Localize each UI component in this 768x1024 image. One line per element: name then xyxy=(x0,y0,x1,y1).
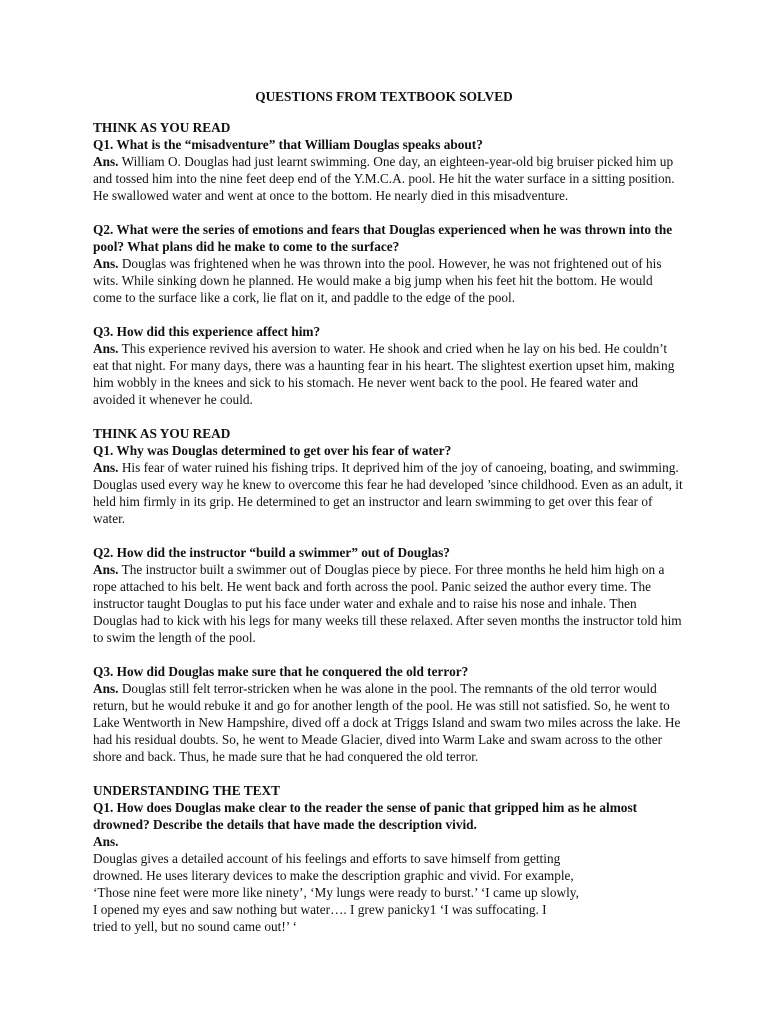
qa-item xyxy=(93,442,683,527)
question: Q3. How did this experience affect him? xyxy=(93,324,321,339)
answer-label: Ans. xyxy=(93,341,119,356)
answer-line: tried to yell, but no sound came out!’ ‘ xyxy=(93,919,297,934)
page-title: QUESTIONS FROM TEXTBOOK SOLVED xyxy=(255,89,513,104)
answer xyxy=(93,340,683,408)
answer xyxy=(93,153,683,204)
answer-label: Ans. xyxy=(93,154,119,169)
answer xyxy=(93,833,683,935)
section-think-as-you-read-2 xyxy=(93,425,683,765)
qa-item xyxy=(93,544,683,646)
answer-label: Ans. xyxy=(93,681,119,696)
qa-item xyxy=(93,799,683,935)
question: Q1. What is the “misadventure” that William Douglas speaks about? xyxy=(93,137,483,152)
question: Q3. How did Douglas make sure that he conquered the old terror? xyxy=(93,664,469,679)
answer-label: Ans. xyxy=(93,256,119,271)
answer xyxy=(93,459,683,527)
answer-label: Ans. xyxy=(93,834,119,849)
answer-text: William O. Douglas had just learnt swimming. One day, an eighteen-year-old big bruiser picked him up and tossed him into the nine feet deep end of the Y.M.C.A. pool. He hit the water surface in a sitting position. He swallowed water and went at once to the bottom. He nearly died in this misadventure. xyxy=(93,154,675,203)
qa-item xyxy=(93,663,683,765)
question: Q1. How does Douglas make clear to the reader the sense of panic that gripped him as he almost drowned? Describe the details that have made the description vivid. xyxy=(93,800,638,832)
section-heading: THINK AS YOU READ xyxy=(93,426,231,441)
answer-text: This experience revived his aversion to water. He shook and cried when he lay on his bed. He couldn’t eat that night. For many days, there was a haunting fear in his heart. The slightest exertion upset him, making him wobbly in the knees and sick to his stomach. He never went back to the pool. He feared water and avoided it whenever he could. xyxy=(93,341,675,407)
answer-line: Douglas gives a detailed account of his feelings and efforts to save himself from getting xyxy=(93,851,561,866)
qa-item xyxy=(93,136,683,204)
answer xyxy=(93,680,683,765)
question: Q2. How did the instructor “build a swimmer” out of Douglas? xyxy=(93,545,450,560)
section-think-as-you-read-1 xyxy=(93,119,683,408)
answer-text: His fear of water ruined his fishing trips. It deprived him of the joy of canoeing, boating, and swimming. Douglas used every way he knew to overcome this fear he had developed ’since childhood. Even as an adult, it held him firmly in its grip. He determined to get an instructor and learn swimming to get over this fear of water. xyxy=(93,460,683,526)
answer-label: Ans. xyxy=(93,562,119,577)
section-heading: UNDERSTANDING THE TEXT xyxy=(93,783,280,798)
answer-label: Ans. xyxy=(93,460,119,475)
answer-line: I opened my eyes and saw nothing but water…. I grew panicky1 ‘I was suffocating. I xyxy=(93,902,547,917)
answer-line xyxy=(93,833,683,850)
answer-text: The instructor built a swimmer out of Douglas piece by piece. For three months he held him high on a rope attached to his belt. He went back and forth across the pool. Panic seized the author every time. The instructor taught Douglas to put his face under water and exhale and to raise his nose and inhale. Then Douglas had to kick with his legs for many weeks till these relaxed. After seven months the instructor told him to swim the length of the pool. xyxy=(93,562,682,645)
answer xyxy=(93,255,683,306)
question: Q2. What were the series of emotions and fears that Douglas experienced when he was thrown into the pool? What plans did he make to come to the surface? xyxy=(93,222,673,254)
answer-text: Douglas was frightened when he was thrown into the pool. However, he was not frightened out of his wits. While sinking down he planned. He would make a big jump when his feet hit the bottom. He would come to the surface like a cork, lie flat on it, and paddle to the edge of the pool. xyxy=(93,256,662,305)
answer xyxy=(93,561,683,646)
qa-item xyxy=(93,221,683,306)
answer-line: drowned. He uses literary devices to make the description graphic and vivid. For example, xyxy=(93,868,574,883)
qa-item xyxy=(93,323,683,408)
document-body xyxy=(93,119,683,952)
section-heading: THINK AS YOU READ xyxy=(93,120,231,135)
answer-text: Douglas still felt terror-stricken when he was alone in the pool. The remnants of the old terror would return, but he would rebuke it and go for another length of the pool. He was still not satisfied. So, he went to Lake Wentworth in New Hampshire, dived off a dock at Triggs Island and swam two miles across the lake. He had his residual doubts. So, he went to Meade Glacier, dived into Warm Lake and swam across to the other shore and back. Thus, he made sure that he had conquered the old terror. xyxy=(93,681,681,764)
question: Q1. Why was Douglas determined to get over his fear of water? xyxy=(93,443,452,458)
answer-line: ‘Those nine feet were more like ninety’, ‘My lungs were ready to burst.’ ‘I came up slowly, xyxy=(93,885,579,900)
section-understanding-the-text xyxy=(93,782,683,935)
